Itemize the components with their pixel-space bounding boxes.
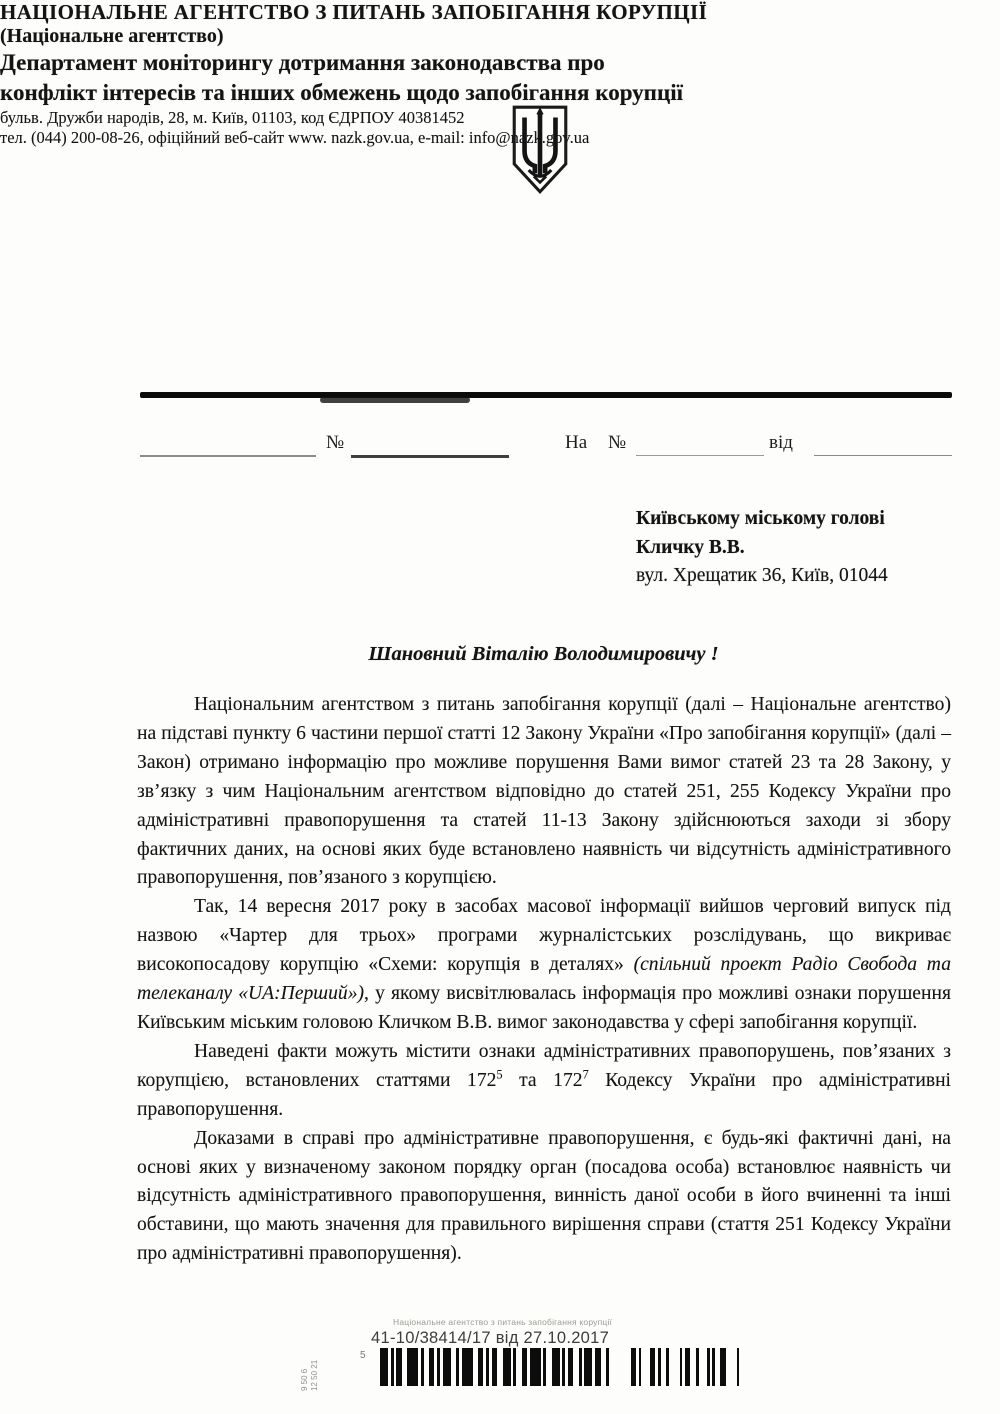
text-segment: Наведені факти можуть містити ознаки адміністративних правопорушень, пов’язаних з корупцією, встановлених статтями 172	[137, 1040, 951, 1091]
org-name: НАЦІОНАЛЬНЕ АГЕНТСТВО З ПИТАНЬ ЗАПОБІГАННЯ КОРУПЦІЇ	[0, 0, 708, 24]
text-segment: Доказами в справі про адміністративне правопорушення, є будь-які фактичні дані, на основі яких у визначеному законом порядку орган (посадова особа) встановлює наявність чи відсутність адміністративного правопорушення, винність даної особи в його вчиненні та інші обставини, що мають значення для правильного вирішення справи (стаття 251 Кодексу України про адміністративні правопорушення).	[137, 1127, 951, 1265]
incoming-date-blank	[814, 432, 952, 456]
body-paragraph	[137, 1125, 951, 1270]
barcode-bar	[530, 1348, 541, 1386]
salutation: Шановний Віталію Володимировичу !	[368, 643, 719, 665]
recipient-title: Київському міському голові	[636, 508, 885, 529]
org-address: бульв. Дружби народів, 28, м. Київ, 01103, код ЄДРПОУ 40381452	[0, 108, 465, 127]
org-contacts: тел. (044) 200-08-26, офіційний веб-сайт www. nazk.gov.ua, e-mail: info@nazk.gov.ua	[0, 128, 590, 147]
stamp-side-codes	[300, 1335, 322, 1391]
department-line-2: конфлікт інтересів та інших обмежень щодо запобігання корупції	[0, 80, 683, 105]
department-name	[0, 48, 1000, 108]
barcode-space	[641, 1348, 649, 1386]
outgoing-number-blank	[351, 432, 509, 458]
body-paragraph	[137, 691, 951, 893]
recipient-address: вул. Хрещатик 36, Київ, 01044	[636, 565, 888, 586]
text-segment: Кодексу України про адміністративні правопорушення.	[137, 1069, 952, 1120]
barcode-space	[739, 1348, 744, 1386]
barcode-space	[699, 1348, 707, 1386]
recipient-name: Кличку В.В.	[636, 536, 745, 558]
outgoing-date-blank	[140, 432, 316, 457]
body-paragraph	[137, 1038, 951, 1125]
text-segment: 5	[496, 1067, 503, 1082]
barcode-bar	[407, 1348, 418, 1386]
scan-smudge	[320, 397, 470, 403]
recipient-block	[636, 505, 888, 591]
trident-icon	[507, 104, 573, 197]
stamp-side-mark: 5	[360, 1350, 366, 1361]
text-segment: Національним агентством з питань запобігання корупції (далі – Національне агентство) на підставі пункту 6 частини першої статті 12 Закону України «Про запобігання корупції» (далі – Закон) отримано інформацію про можливе порушення Вами вимог статей 23 та 28 Закону, у зв’язку з чим Національним агентством відповідно до статей 251, 255 Кодексу України про адміністративні правопорушення та статей 11-13 Закону здійснюються заходи зі збору фактичних даних, на основі яких буде встановлено наявність чи відсутність адміністративного правопорушення, пов’язаного з корупцією.	[137, 694, 951, 889]
barcode-bar	[380, 1348, 388, 1386]
text-segment: (спільний проект Радіо Свобода та телеканалу «UA:Перший»)	[137, 954, 951, 1005]
text-segment: Так, 14 вересня 2017 року в засобах масової інформації вийшов черговий випуск під назвою «Чартер для трьох» програми журналістських розслідувань, що викриває високопосадову корупцію «Схеми: корупція в деталях»	[137, 896, 951, 976]
registration-number: 41-10/38414/17 від 27.10.2017	[371, 1329, 610, 1347]
text-segment: та 172	[502, 1069, 583, 1091]
barcode-bar	[443, 1348, 451, 1386]
number-sign-label-2: №	[608, 432, 627, 453]
stamp-agency-line: Національне агентство з питань запобігання корупції	[393, 1317, 613, 1327]
text-segment: 7	[582, 1067, 589, 1082]
barcode-space	[669, 1348, 680, 1386]
body-paragraph	[137, 893, 951, 1038]
ukraine-trident-emblem	[507, 104, 573, 197]
barcode-bar	[552, 1348, 560, 1386]
text-segment: , у якому висвітлювалась інформація про можливі ознаки порушення Київським міським головою Кличком В.В. вимог законодавства у сфері запобігання корупції.	[137, 983, 951, 1033]
incoming-number-blank	[636, 432, 764, 456]
number-sign-label: №	[326, 432, 345, 453]
department-line-1: Департамент моніторингу дотримання законодавства про	[0, 50, 605, 75]
barcode-space	[609, 1348, 631, 1386]
on-label: На	[565, 432, 588, 453]
barcode	[380, 1348, 745, 1386]
barcode-space	[726, 1348, 737, 1386]
letterhead-divider	[140, 392, 952, 398]
vid-label: від	[769, 432, 793, 453]
stamp-side-code-2: 12 50 21	[310, 1359, 319, 1391]
letter-body	[137, 691, 951, 1269]
barcode-bar	[584, 1348, 592, 1386]
barcode-bar	[503, 1348, 511, 1386]
stamp-side-code-1: 9 50 6	[300, 1368, 309, 1391]
barcode-bar	[462, 1348, 473, 1386]
org-short-name: (Національне агентство)	[0, 25, 224, 47]
